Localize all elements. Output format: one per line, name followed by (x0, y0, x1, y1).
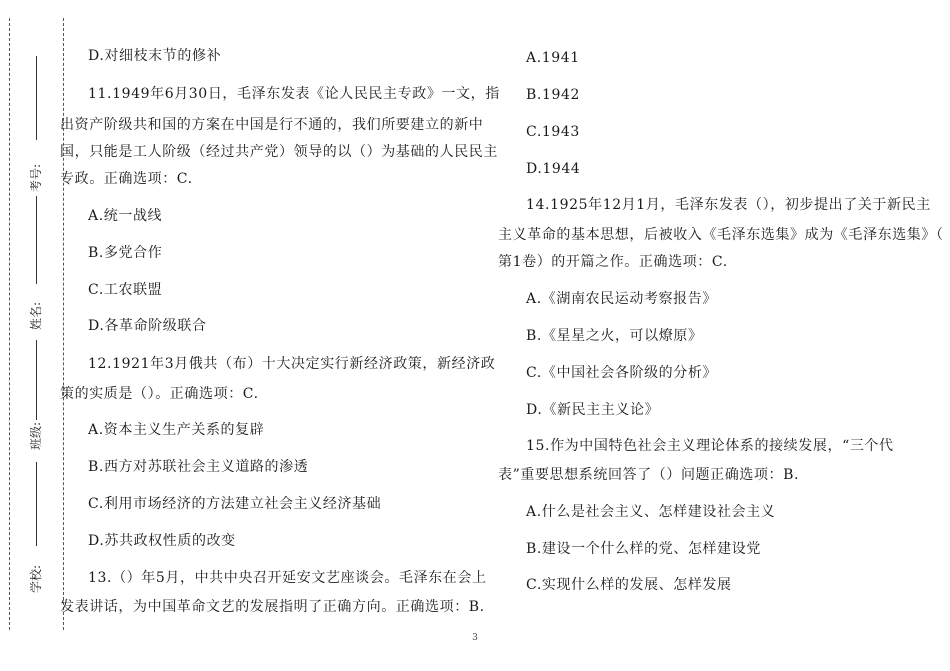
q14-option-b: B.《星星之火，可以燎原》 (526, 328, 703, 344)
q12-option-a: A.资本主义生产关系的复辟 (88, 422, 265, 438)
q14-option-d: D.《新民主主义论》 (526, 402, 660, 418)
exam-no-label: 考号: (29, 163, 43, 193)
q13-option-c: C.1943 (526, 124, 580, 140)
q14-option-c: C.《中国社会各阶级的分析》 (526, 365, 718, 381)
q13-option-b: B.1942 (526, 87, 580, 103)
q10-option-d: D.对细枝末节的修补 (88, 48, 222, 64)
q12-option-d: D.苏共政权性质的改变 (88, 533, 236, 549)
q11-option-d: D.各革命阶级联合 (88, 318, 207, 334)
q11-option-b: B.多党合作 (88, 245, 163, 261)
q12-line-1: 12.1921年3月俄共（布）十大决定实行新经济政策，新经济政 (88, 356, 496, 372)
binding-dashed-line-inner (63, 18, 64, 630)
q12-line-2: 策的实质是（）。正确选项：C. (60, 386, 259, 402)
name-underline (36, 196, 37, 284)
q14-line-1: 14.1925年12月1月，毛泽东发表（），初步提出了关于新民主 (526, 197, 931, 213)
q11-line-2: 出资产阶级共和国的方案在中国是行不通的，我们所要建立的新中 (60, 117, 484, 133)
q13-line-2: 发表讲话，为中国革命文艺的发展指明了正确方向。正确选项：B. (60, 599, 485, 615)
q13-option-a: A.1941 (526, 50, 580, 66)
binding-dashed-line-outer (9, 18, 10, 630)
q13-line-1: 13.（）年5月，中共中央召开延安文艺座谈会。毛泽东在会上 (88, 570, 487, 586)
q13-option-d: D.1944 (526, 161, 581, 177)
school-label: 学校: (29, 564, 43, 594)
q12-option-c: C.利用市场经济的方法建立社会主义经济基础 (88, 496, 382, 512)
q15-line-1: 15.作为中国特色社会主义理论体系的接续发展，“三个代 (526, 438, 894, 454)
q15-option-a: A.什么是社会主义、怎样建设社会主义 (526, 504, 776, 520)
q14-option-a: A.《湖南农民运动考察报告》 (526, 291, 717, 307)
q11-line-4: 专政。正确选项：C. (60, 171, 193, 187)
q15-option-b: B.建设一个什么样的党、怎样建设党 (526, 541, 761, 557)
q11-line-1: 11.1949年6月30日，毛泽东发表《论人民民主专政》一文，指 (88, 86, 500, 102)
q12-option-b: B.西方对苏联社会主义道路的渗透 (88, 459, 309, 475)
page-number: 3 (472, 633, 478, 643)
q11-option-c: C.工农联盟 (88, 282, 163, 298)
q14-line-3: 第1卷）的开篇之作。正确选项：C. (498, 254, 728, 270)
q15-option-c: C.实现什么样的发展、怎样发展 (526, 577, 732, 593)
class-underline (36, 340, 37, 420)
q11-line-3: 国，只能是工人阶级（经过共产党）领导的以（）为基础的人民民主 (60, 144, 498, 160)
q15-line-2: 表”重要思想系统回答了（）问题正确选项：B. (498, 467, 800, 483)
q14-line-2: 主义革命的基本思想，后被收入《毛泽东选集》成为《毛泽东选集》（ (498, 227, 944, 243)
q11-option-a: A.统一战线 (88, 208, 163, 224)
school-underline (36, 462, 37, 546)
class-label: 班级: (29, 421, 43, 451)
name-label: 姓名: (29, 301, 43, 331)
exam-no-underline (36, 56, 37, 140)
